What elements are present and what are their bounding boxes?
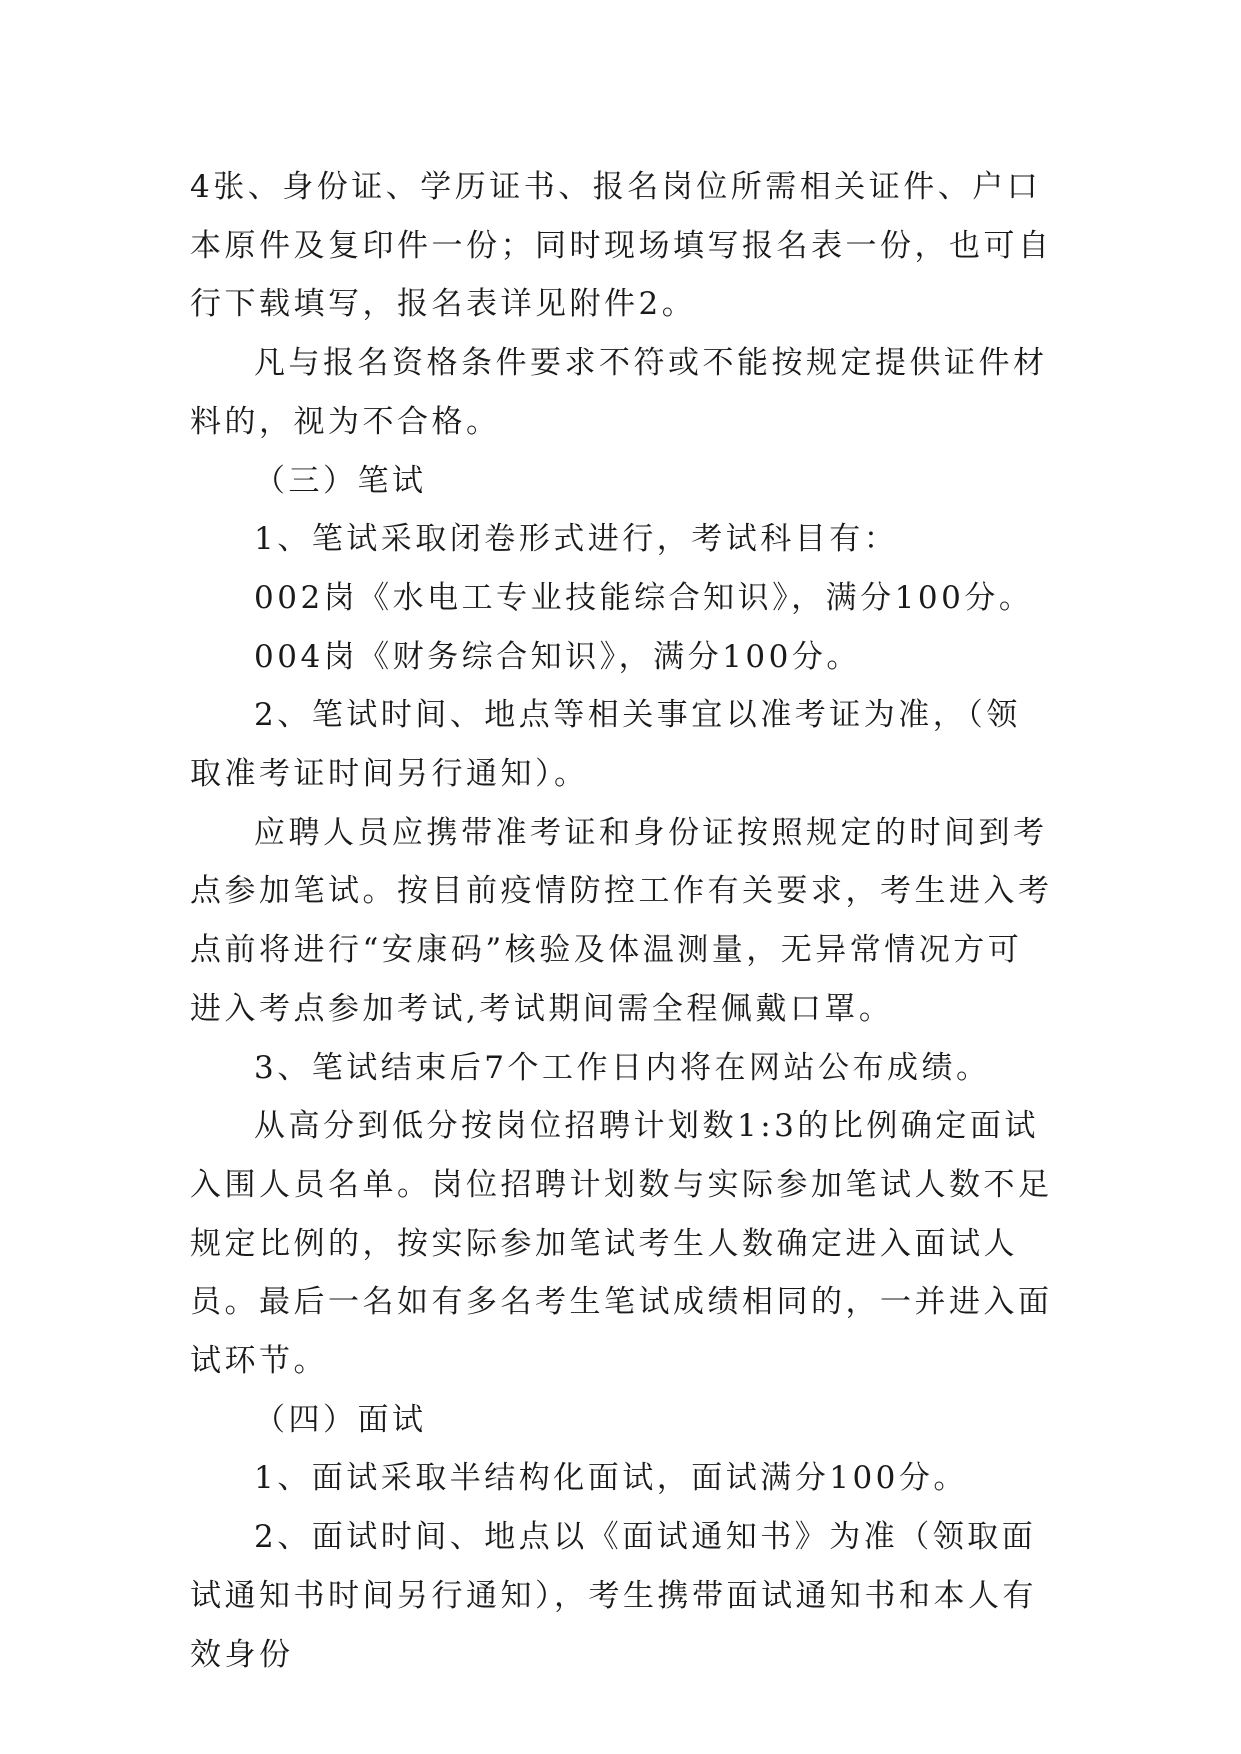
paragraph-post-004-subject: 004岗《财务综合知识》，满分100分。 — [254, 638, 861, 675]
document-body — [190, 158, 1055, 1684]
paragraph-interview-time-location: 2、面试时间、地点以《面试通知书》为准（领取面试通知书时间另行通知），考生携带面试通知书和本人有效身份 — [190, 1519, 1037, 1673]
paragraph-results-announcement: 3、笔试结束后7个工作日内将在网站公布成绩。 — [254, 1049, 991, 1086]
paragraph-materials-continued: 4张、身份证、学历证书、报名岗位所需相关证件、户口本原件及复印件一份；同时现场填写报名表一份，也可自行下载填写，报名表详见附件2。 — [190, 169, 1053, 323]
paragraph-interview-format: 1、面试采取半结构化面试，面试满分100分。 — [254, 1460, 968, 1497]
paragraph-disqualification: 凡与报名资格条件要求不符或不能按规定提供证件材料的，视为不合格。 — [190, 345, 1048, 440]
paragraph-interview-shortlist: 从高分到低分按岗位招聘计划数1:3的比例确定面试入围人员名单。岗位招聘计划数与实际参加笔试人数不足规定比例的，按实际参加笔试考生人数确定进入面试人员。最后一名如有多名考生笔试成绩相同的，一并进入面试环节。 — [190, 1108, 1053, 1380]
paragraph-exam-time-location: 2、笔试时间、地点等相关事宜以准考证为准，（领取准考证时间另行通知）。 — [190, 697, 1021, 793]
paragraph-post-002-subject: 002岗《水电工专业技能综合知识》，满分100分。 — [254, 579, 1034, 616]
section-heading-written-exam: （三）笔试 — [254, 462, 427, 499]
section-heading-interview: （四）面试 — [254, 1401, 427, 1438]
paragraph-exam-format: 1、笔试采取闭卷形式进行，考试科目有： — [254, 521, 899, 558]
paragraph-exam-attendance: 应聘人员应携带准考证和身份证按照规定的时间到考点参加笔试。按目前疫情防控工作有关要求，考生进入考点前将进行“安康码”核验及体温测量，无异常情况方可进入考点参加考试,考试期间需全程佩戴口罩。 — [190, 814, 1053, 1027]
